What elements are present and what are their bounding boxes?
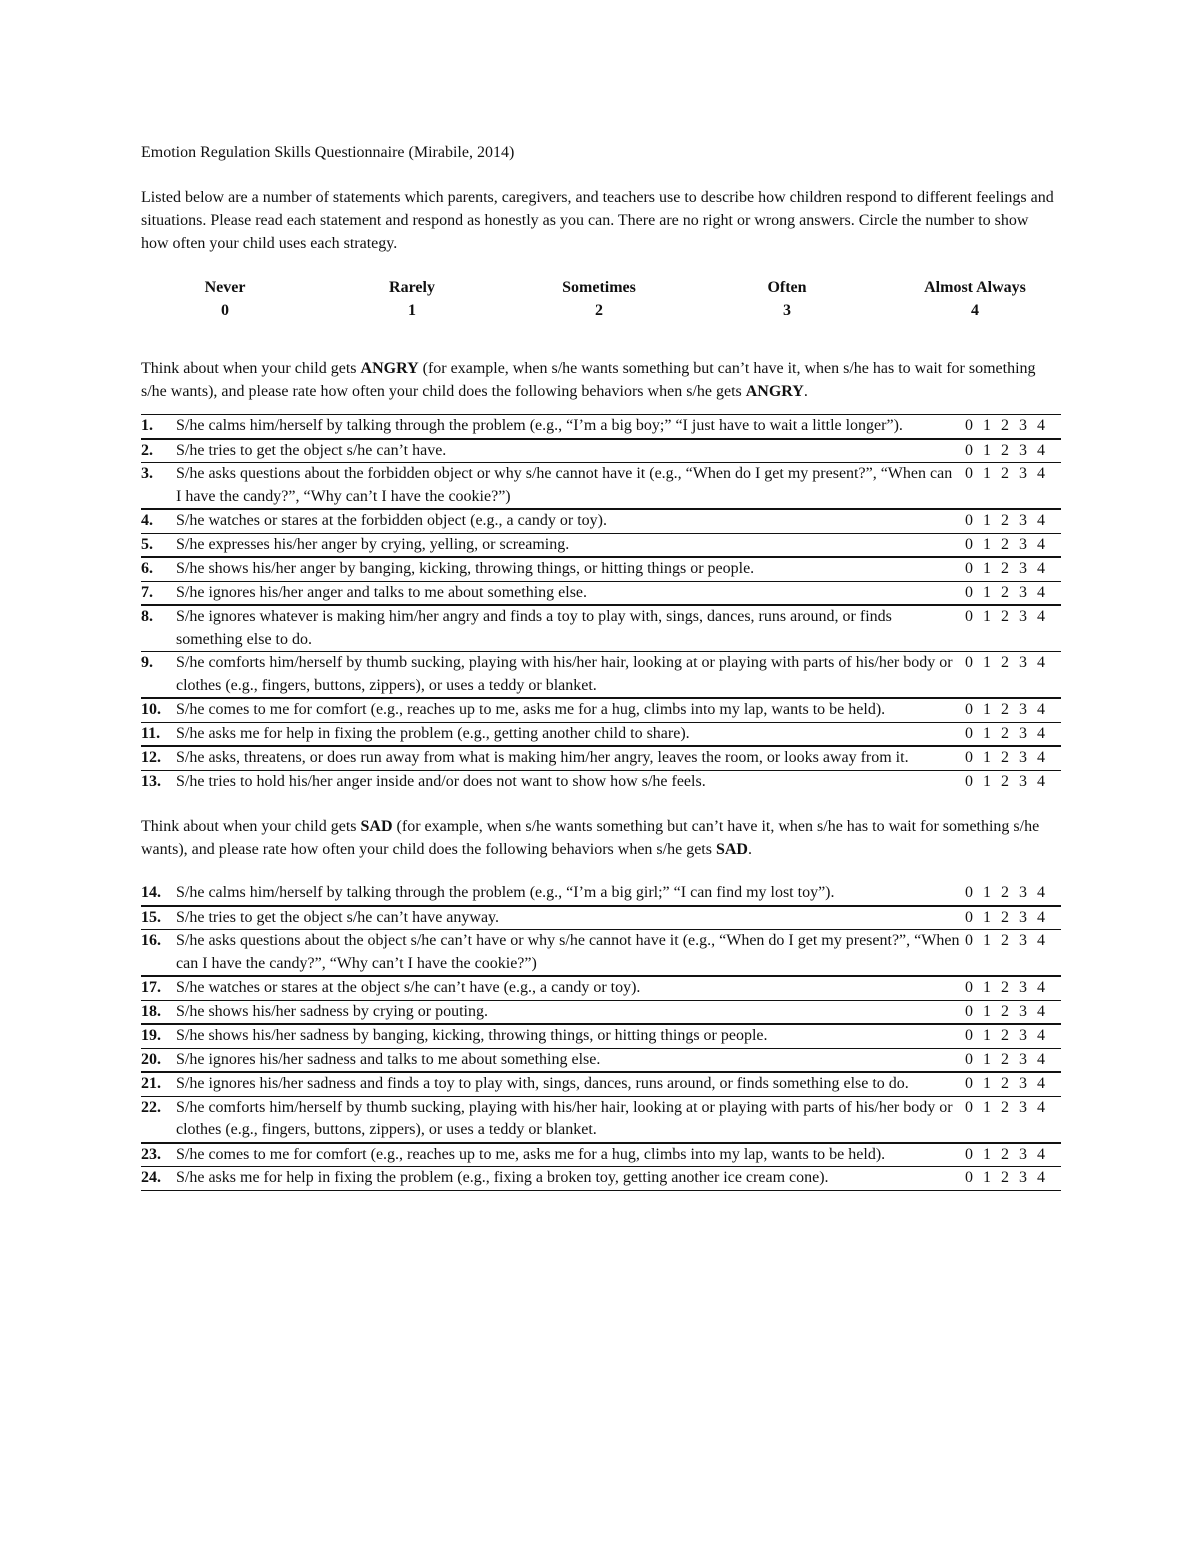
question-text: S/he asks me for help in fixing the problem (e.g., fixing a broken toy, getting another ice cream cone).: [176, 1167, 965, 1191]
response-option-2[interactable]: 2: [1001, 1050, 1009, 1068]
response-option-0[interactable]: 0: [965, 1145, 973, 1163]
response-option-3[interactable]: 3: [1019, 724, 1027, 742]
response-option-3[interactable]: 3: [1019, 932, 1027, 949]
response-option-1[interactable]: 1: [983, 512, 991, 529]
response-option-0[interactable]: 0: [965, 654, 973, 671]
response-option-2[interactable]: 2: [1001, 583, 1009, 601]
response-option-1[interactable]: 1: [983, 1169, 991, 1186]
response-option-3[interactable]: 3: [1019, 749, 1027, 766]
question-text: S/he asks me for help in fixing the problem (e.g., getting another child to share).: [176, 722, 965, 746]
question-row: [141, 930, 1061, 977]
response-option-1[interactable]: 1: [983, 749, 991, 766]
response-option-1[interactable]: 1: [983, 465, 991, 482]
response-option-2[interactable]: 2: [1001, 772, 1009, 790]
question-number: 19.: [141, 1024, 176, 1048]
sad-prompt: Think about when your child gets SAD (for example, when s/he wants something but can’t have it, when s/he has to wait for something s/he wants), and please rate how often your child does the following behaviors when s/he gets SAD.: [141, 818, 1040, 858]
response-option-1[interactable]: 1: [983, 724, 991, 742]
question-row: [141, 1143, 1061, 1167]
response-option-1[interactable]: 1: [983, 1050, 991, 1068]
response-options: [965, 415, 1061, 439]
scale-often: [687, 276, 887, 322]
question-number: 7.: [141, 581, 176, 605]
response-option-3[interactable]: 3: [1019, 1002, 1027, 1020]
response-option-3[interactable]: 3: [1019, 884, 1027, 901]
response-options: [965, 1143, 1061, 1167]
scale-value: 4: [971, 302, 979, 319]
response-option-0[interactable]: 0: [965, 884, 973, 901]
response-option-1[interactable]: 1: [983, 1075, 991, 1092]
response-option-3[interactable]: 3: [1019, 1027, 1027, 1044]
response-option-3[interactable]: 3: [1019, 1098, 1027, 1116]
response-option-1[interactable]: 1: [983, 583, 991, 601]
question-number: 3.: [141, 463, 176, 510]
question-row: [141, 1024, 1061, 1048]
response-option-1[interactable]: 1: [983, 932, 991, 949]
question-number: 18.: [141, 1000, 176, 1024]
question-row: [141, 652, 1061, 699]
question-row: [141, 557, 1061, 581]
response-option-0[interactable]: 0: [965, 465, 973, 482]
question-text: S/he ignores his/her sadness and talks to me about something else.: [176, 1048, 965, 1072]
question-text: S/he calms him/herself by talking through the problem (e.g., “I’m a big girl;” “I can find my lost toy”).: [176, 884, 835, 901]
response-option-4[interactable]: 4: [1037, 908, 1045, 926]
question-text: S/he asks questions about the forbidden object or why s/he cannot have it (e.g., “When do I get my present?”, “When can I have the candy?”, “Why can’t I have the cookie?”): [176, 463, 965, 510]
response-options: [965, 770, 1061, 793]
scale-label: Sometimes: [562, 279, 636, 296]
response-options: [965, 463, 1061, 510]
question-row: [141, 439, 1061, 463]
question-number: 15.: [141, 906, 176, 930]
scale-label: Never: [204, 279, 246, 296]
response-option-3[interactable]: 3: [1019, 1050, 1027, 1068]
response-option-0[interactable]: 0: [965, 724, 973, 742]
response-option-3[interactable]: 3: [1019, 465, 1027, 482]
question-number: 21.: [141, 1072, 176, 1096]
response-option-2[interactable]: 2: [1001, 932, 1009, 949]
response-options: [965, 1048, 1061, 1072]
response-option-4[interactable]: 4: [1037, 749, 1045, 766]
scale-almost-always: [875, 276, 1075, 322]
response-option-2[interactable]: 2: [1001, 1002, 1009, 1020]
response-options: [965, 509, 1061, 533]
question-text: S/he ignores whatever is making him/her angry and finds a toy to play with, sings, dances, runs around, or finds something else to do.: [176, 605, 965, 652]
response-option-0[interactable]: 0: [965, 701, 973, 718]
question-number: 5.: [141, 533, 176, 557]
response-option-4[interactable]: 4: [1037, 932, 1045, 949]
response-option-3[interactable]: 3: [1019, 441, 1027, 459]
response-option-0[interactable]: 0: [965, 1050, 973, 1068]
question-text: S/he tries to hold his/her anger inside and/or does not want to show how s/he feels.: [176, 770, 965, 793]
response-option-3[interactable]: 3: [1019, 1169, 1027, 1186]
response-options: [965, 557, 1061, 581]
response-option-3[interactable]: 3: [1019, 1075, 1027, 1092]
question-row: [141, 1000, 1061, 1024]
response-option-2[interactable]: 2: [1001, 1075, 1009, 1092]
question-number: 22.: [141, 1096, 176, 1143]
response-option-0[interactable]: 0: [965, 608, 973, 625]
response-option-3[interactable]: 3: [1019, 654, 1027, 671]
response-option-2[interactable]: 2: [1001, 884, 1009, 901]
question-text: S/he watches or stares at the forbidden object (e.g., a candy or toy).: [176, 509, 965, 533]
question-row: [141, 882, 1061, 906]
question-number: 14.: [141, 884, 161, 901]
question-number: 2.: [141, 439, 176, 463]
question-text: S/he ignores his/her sadness and finds a toy to play with, sings, dances, runs around, or finds something else to do.: [176, 1072, 965, 1096]
response-option-3[interactable]: 3: [1019, 417, 1027, 434]
response-option-2[interactable]: 2: [1001, 1098, 1009, 1116]
response-option-3[interactable]: 3: [1019, 772, 1027, 790]
response-option-4[interactable]: 4: [1037, 1169, 1045, 1186]
response-options: [965, 533, 1061, 557]
question-text: S/he comforts him/herself by thumb sucking, playing with his/her hair, looking at or playing with parts of his/her body or clothes (e.g., fingers, buttons, zippers), or uses a teddy or blanket.: [176, 1096, 965, 1143]
response-option-0[interactable]: 0: [965, 979, 973, 996]
scale-value: 0: [221, 302, 229, 319]
response-option-0[interactable]: 0: [965, 932, 973, 949]
response-option-1[interactable]: 1: [983, 560, 991, 577]
response-option-1[interactable]: 1: [983, 1145, 991, 1163]
response-option-2[interactable]: 2: [1001, 724, 1009, 742]
question-text: S/he asks, threatens, or does run away from what is making him/her angry, leaves the room, or looks away from it.: [176, 746, 965, 770]
question-text: S/he comes to me for comfort (e.g., reaches up to me, asks me for a hug, climbs into my lap, wants to be held).: [176, 1143, 965, 1167]
response-option-3[interactable]: 3: [1019, 1145, 1027, 1163]
question-text: S/he tries to get the object s/he can’t have.: [176, 439, 965, 463]
questionnaire-page: [141, 141, 1057, 1191]
question-row: [141, 976, 1061, 1000]
question-row: [141, 698, 1061, 722]
response-option-2[interactable]: 2: [1001, 465, 1009, 482]
question-number: 11.: [141, 722, 176, 746]
response-option-3[interactable]: 3: [1019, 583, 1027, 601]
question-number: 8.: [141, 605, 176, 652]
response-option-0[interactable]: 0: [965, 441, 973, 459]
response-option-0[interactable]: 0: [965, 1169, 973, 1186]
question-row: [141, 1167, 1061, 1191]
response-option-2[interactable]: 2: [1001, 441, 1009, 459]
response-option-0[interactable]: 0: [965, 1027, 973, 1044]
question-row: [141, 746, 1061, 770]
response-option-1[interactable]: 1: [983, 654, 991, 671]
response-option-4[interactable]: 4: [1037, 884, 1045, 901]
response-option-4[interactable]: 4: [1037, 583, 1045, 601]
response-option-3[interactable]: 3: [1019, 908, 1027, 926]
response-option-1[interactable]: 1: [983, 772, 991, 790]
response-option-4[interactable]: 4: [1037, 1145, 1045, 1163]
question-row: [141, 581, 1061, 605]
response-option-3[interactable]: 3: [1019, 512, 1027, 529]
response-option-2[interactable]: 2: [1001, 1027, 1009, 1044]
question-number: 13.: [141, 770, 176, 793]
question-number: 16.: [141, 930, 176, 977]
response-option-2[interactable]: 2: [1001, 979, 1009, 996]
question-row: [141, 1048, 1061, 1072]
response-option-2[interactable]: 2: [1001, 535, 1009, 553]
question-row: [141, 1072, 1061, 1096]
response-option-4[interactable]: 4: [1037, 465, 1045, 482]
emotion-sad-end: SAD: [715, 841, 748, 858]
response-options: [965, 746, 1061, 770]
response-option-0[interactable]: 0: [965, 583, 973, 601]
response-options: [965, 906, 1061, 930]
response-options: [965, 1072, 1061, 1096]
response-option-2[interactable]: 2: [1001, 560, 1009, 577]
scale-value: 3: [783, 302, 791, 319]
response-option-1[interactable]: 1: [983, 908, 991, 926]
response-option-2[interactable]: 2: [1001, 654, 1009, 671]
response-option-4[interactable]: 4: [1037, 724, 1045, 742]
scale-label: Rarely: [389, 279, 435, 296]
emotion-sad: SAD: [360, 818, 393, 835]
response-options: [965, 930, 1061, 977]
response-option-4[interactable]: 4: [1037, 772, 1045, 790]
question-text: S/he shows his/her sadness by crying or pouting.: [176, 1000, 965, 1024]
response-option-4[interactable]: 4: [1037, 1002, 1045, 1020]
question-text: S/he expresses his/her anger by crying, yelling, or screaming.: [176, 533, 965, 557]
response-options: [965, 439, 1061, 463]
response-option-1[interactable]: 1: [983, 1098, 991, 1116]
response-options: [965, 722, 1061, 746]
scale-label: Often: [767, 279, 807, 296]
response-option-0[interactable]: 0: [965, 772, 973, 790]
question-number: 24.: [141, 1167, 176, 1191]
response-options: [965, 581, 1061, 605]
response-option-0[interactable]: 0: [965, 1098, 973, 1116]
response-option-1[interactable]: 1: [983, 441, 991, 459]
response-option-3[interactable]: 3: [1019, 560, 1027, 577]
response-option-0[interactable]: 0: [965, 1002, 973, 1020]
response-option-2[interactable]: 2: [1001, 1145, 1009, 1163]
question-row: [141, 605, 1061, 652]
question-number: 12.: [141, 746, 176, 770]
response-option-0[interactable]: 0: [965, 535, 973, 553]
question-number: 1.: [141, 415, 176, 439]
response-option-1[interactable]: 1: [983, 417, 991, 434]
response-option-4[interactable]: 4: [1037, 1075, 1045, 1092]
scale-never: [125, 276, 325, 322]
response-option-1[interactable]: 1: [983, 535, 991, 553]
response-option-2[interactable]: 2: [1001, 417, 1009, 434]
question-text: S/he shows his/her sadness by banging, kicking, throwing things, or hitting things or people.: [176, 1024, 965, 1048]
question-row: [141, 1096, 1061, 1143]
response-option-2[interactable]: 2: [1001, 908, 1009, 926]
response-option-1[interactable]: 1: [983, 884, 991, 901]
question-row: [141, 509, 1061, 533]
question-number: 9.: [141, 652, 176, 699]
response-option-1[interactable]: 1: [983, 1027, 991, 1044]
question-text: S/he ignores his/her anger and talks to me about something else.: [176, 581, 965, 605]
response-option-0[interactable]: 0: [965, 1075, 973, 1092]
question-row: [141, 770, 1061, 793]
emotion-angry: ANGRY: [360, 360, 419, 377]
response-options: [965, 605, 1061, 652]
response-option-4[interactable]: 4: [1037, 979, 1045, 996]
scale-sometimes: [499, 276, 699, 322]
question-text: S/he comes to me for comfort (e.g., reaches up to me, asks me for a hug, climbs into my lap, wants to be held).: [176, 698, 965, 722]
response-option-2[interactable]: 2: [1001, 701, 1009, 718]
question-text: S/he shows his/her anger by banging, kicking, throwing things, or hitting things or people.: [176, 557, 965, 581]
response-options: [965, 1096, 1061, 1143]
response-option-2[interactable]: 2: [1001, 608, 1009, 625]
emotion-angry-end: ANGRY: [745, 383, 804, 400]
question-text: S/he tries to get the object s/he can’t have anyway.: [176, 906, 965, 930]
response-option-4[interactable]: 4: [1037, 1050, 1045, 1068]
response-option-4[interactable]: 4: [1037, 654, 1045, 671]
response-options: [965, 652, 1061, 699]
response-option-0[interactable]: 0: [965, 560, 973, 577]
instructions: Listed below are a number of statements which parents, caregivers, and teachers use to describe how children respond to different feelings and situations. Please read each statement and respond as honestly as you can. There are no right or wrong answers. Circle the number to show how often your child uses each strategy.: [141, 189, 1054, 252]
question-row: [141, 906, 1061, 930]
scale-value: 1: [408, 302, 416, 319]
response-option-4[interactable]: 4: [1037, 535, 1045, 553]
question-number: 17.: [141, 976, 176, 1000]
response-option-4[interactable]: 4: [1037, 1098, 1045, 1116]
scale-rarely: [312, 276, 512, 322]
question-row: [141, 415, 1061, 439]
response-option-2[interactable]: 2: [1001, 512, 1009, 529]
response-option-4[interactable]: 4: [1037, 560, 1045, 577]
question-number: 20.: [141, 1048, 176, 1072]
response-option-0[interactable]: 0: [965, 512, 973, 529]
response-option-4[interactable]: 4: [1037, 417, 1045, 434]
angry-items-table: [141, 414, 1061, 793]
response-scale: [141, 276, 1057, 322]
response-option-2[interactable]: 2: [1001, 1169, 1009, 1186]
response-options: [965, 1024, 1061, 1048]
response-option-3[interactable]: 3: [1019, 608, 1027, 625]
response-option-4[interactable]: 4: [1037, 608, 1045, 625]
response-option-1[interactable]: 1: [983, 979, 991, 996]
response-option-1[interactable]: 1: [983, 701, 991, 718]
response-option-4[interactable]: 4: [1037, 1027, 1045, 1044]
response-options: [965, 976, 1061, 1000]
page-title: Emotion Regulation Skills Questionnaire (Mirabile, 2014): [141, 144, 515, 161]
question-text: S/he asks questions about the object s/he can’t have or why s/he cannot have it (e.g., “When do I get my present?”, “When can I have the candy?”, “Why can’t I have the cookie?”): [176, 930, 965, 977]
response-option-1[interactable]: 1: [983, 608, 991, 625]
response-options: [965, 1167, 1061, 1191]
question-text: S/he comforts him/herself by thumb sucking, playing with his/her hair, looking at or playing with parts of his/her body or clothes (e.g., fingers, buttons, zippers), or uses a teddy or blanket.: [176, 652, 965, 699]
response-option-4[interactable]: 4: [1037, 701, 1045, 718]
question-text: S/he watches or stares at the object s/he can’t have (e.g., a candy or toy).: [176, 976, 965, 1000]
response-option-1[interactable]: 1: [983, 1002, 991, 1020]
question-number: 6.: [141, 557, 176, 581]
question-row: [141, 463, 1061, 510]
response-option-3[interactable]: 3: [1019, 701, 1027, 718]
scale-value: 2: [595, 302, 603, 319]
response-option-0[interactable]: 0: [965, 749, 973, 766]
response-option-4[interactable]: 4: [1037, 512, 1045, 529]
question-text: S/he calms him/herself by talking through the problem (e.g., “I’m a big boy;” “I just have to wait a little longer”).: [176, 415, 965, 439]
response-option-3[interactable]: 3: [1019, 535, 1027, 553]
response-option-2[interactable]: 2: [1001, 749, 1009, 766]
question-row: [141, 722, 1061, 746]
question-number: 23.: [141, 1143, 176, 1167]
response-option-3[interactable]: 3: [1019, 979, 1027, 996]
response-option-4[interactable]: 4: [1037, 441, 1045, 459]
response-option-0[interactable]: 0: [965, 908, 973, 926]
response-options: [965, 698, 1061, 722]
question-number: 10.: [141, 698, 176, 722]
sad-items-table: [141, 882, 1061, 1191]
angry-prompt: Think about when your child gets ANGRY (for example, when s/he wants something but can’t have it, when s/he has to wait for something s/he wants), and please rate how often your child does the following behaviors when s/he gets ANGRY.: [141, 360, 1036, 400]
question-row: [141, 533, 1061, 557]
scale-label: Almost Always: [924, 279, 1026, 296]
response-options: [965, 882, 1061, 906]
response-option-0[interactable]: 0: [965, 417, 973, 434]
question-number: 4.: [141, 509, 176, 533]
response-options: [965, 1000, 1061, 1024]
